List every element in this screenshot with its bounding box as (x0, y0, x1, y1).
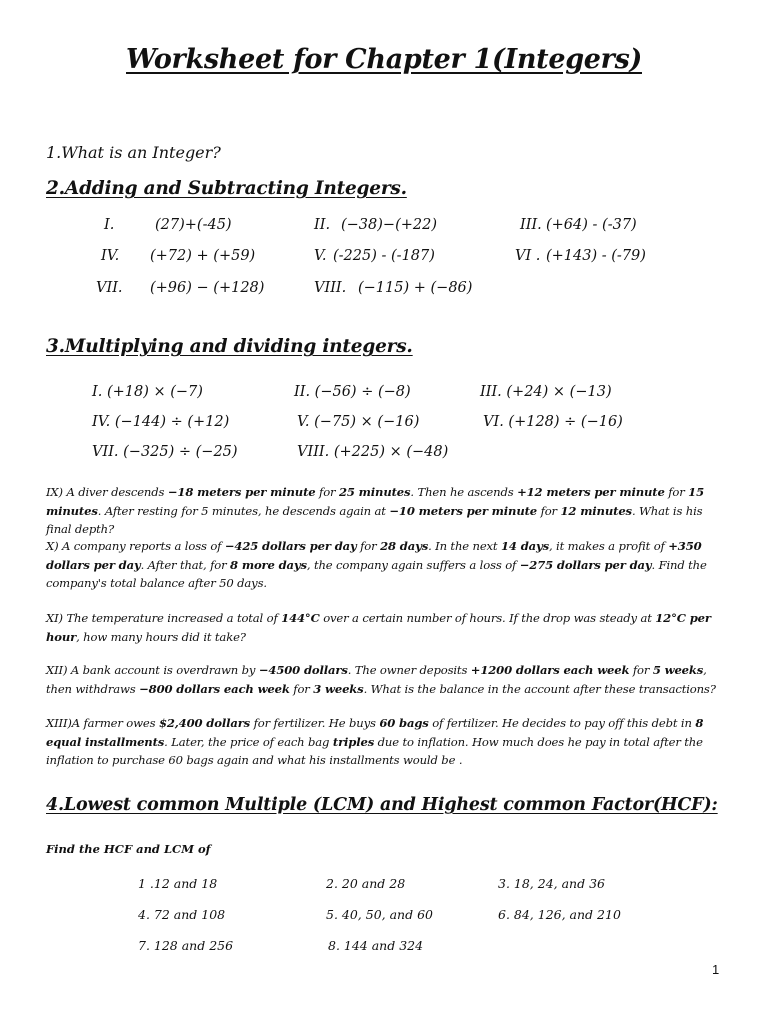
bold-text-run: +1200 dollars each week (470, 663, 630, 677)
text-run: . Later, the price of each bag (164, 734, 333, 749)
text-run: for (315, 485, 339, 499)
text-run: over a certain number of hours. If the drop was steady at (319, 611, 656, 625)
bold-text-run: $2,400 dollars (158, 716, 251, 730)
section-2-heading: 2.Adding and Subtracting Integers. (46, 178, 407, 199)
section-3-heading: 3.Multiplying and dividing integers. (46, 336, 413, 357)
problem-numeral: VII. (96, 280, 123, 296)
problem-item: 6. 84, 126, and 210 (498, 907, 621, 922)
text-run: XIII)A farmer owes (46, 716, 159, 730)
problem-expression: IV. (−144) ÷ (+12) (92, 414, 230, 430)
bold-text-run: 15 minutes (46, 485, 705, 518)
bold-text-run: 14 days (500, 539, 549, 553)
problem-expression: VII. (−325) ÷ (−25) (92, 444, 238, 460)
text-run: , the company again suffers a loss of (306, 557, 520, 572)
text-run: XII) A bank account is overdrawn by (46, 663, 259, 677)
word-problem-9 (46, 483, 720, 539)
text-run: for (537, 503, 561, 518)
word-problem-12 (46, 661, 720, 698)
bold-text-run: −4500 dollars (258, 663, 348, 677)
problem-numeral: VI . (515, 248, 541, 264)
problem-expression: V. (−75) × (−16) (297, 414, 420, 430)
bold-text-run: −425 dollars per day (224, 539, 357, 553)
bold-text-run: 5 weeks (652, 663, 704, 677)
problem-expression: (−38)−(+22) (341, 217, 437, 233)
text-run: . Find the company's total balance after 50 days. (46, 557, 707, 590)
page-number: 1 (712, 962, 720, 977)
text-run: , then withdraws (46, 663, 707, 696)
problem-item: 8. 144 and 324 (328, 938, 424, 953)
text-run: due to inflation. How much does he pay in total after the inflation to purchase 60 bags again and what his installments would be . (46, 734, 703, 767)
worksheet-title: Worksheet for Chapter 1(Integers) (126, 44, 642, 75)
word-problem-11 (46, 609, 720, 646)
text-run: . After resting for 5 minutes, he descends again at (97, 503, 390, 518)
word-problem-10 (46, 537, 720, 593)
bold-text-run: 8 equal installments (46, 716, 704, 749)
bold-text-run: −800 dollars each week (139, 681, 290, 696)
bold-text-run: 28 days (380, 539, 429, 553)
problem-item: 5. 40, 50, and 60 (326, 907, 433, 922)
bold-text-run: −18 meters per minute (167, 485, 316, 499)
bold-text-run: −10 meters per minute (389, 503, 538, 518)
text-run: . What is the balance in the account after these transactions? (363, 681, 716, 696)
bold-text-run: 12°C per hour (46, 611, 711, 644)
problem-item: 4. 72 and 108 (138, 907, 226, 922)
problem-expression: II. (−56) ÷ (−8) (294, 384, 411, 400)
text-run: IX) A diver descends (46, 485, 168, 499)
text-run: for (289, 681, 314, 696)
problem-numeral: V. (314, 248, 327, 264)
text-run: . What is his final depth? (46, 503, 703, 536)
bold-text-run: triples (332, 734, 375, 749)
bold-text-run: +350 dollars per day (46, 539, 702, 572)
text-run: , how many hours did it take? (76, 629, 246, 644)
text-run: . Then he ascends (410, 485, 518, 499)
text-run: for fertilizer. He buys (250, 716, 380, 730)
problem-expression: (+143) - (-79) (546, 248, 646, 264)
section-4-heading: 4.Lowest common Multiple (LCM) and Highest common Factor(HCF): (46, 795, 718, 815)
question-1: 1.What is an Integer? (46, 143, 221, 162)
problem-numeral: IV. (101, 248, 120, 264)
problem-expression: (−115) + (−86) (358, 280, 473, 296)
problem-expression: (+96) − (+128) (150, 280, 265, 296)
bold-text-run: −275 dollars per day (519, 557, 652, 572)
text-run: . In the next (428, 539, 501, 553)
text-run: for (356, 539, 381, 553)
problem-expression: I. (+18) × (−7) (92, 384, 203, 400)
problem-item: 1 .12 and 18 (138, 876, 218, 891)
text-run: . The owner deposits (347, 663, 471, 677)
bold-text-run: +12 meters per minute (517, 485, 665, 499)
problem-expression: (+72) + (+59) (150, 248, 256, 264)
problem-item: 3. 18, 24, and 36 (498, 876, 605, 891)
bold-text-run: 25 minutes (338, 485, 411, 499)
problem-numeral: I. (104, 217, 115, 233)
problem-expression: (-225) - (-187) (333, 248, 435, 264)
problem-item: 7. 128 and 256 (138, 938, 234, 953)
problem-expression: VI. (+128) ÷ (−16) (483, 414, 623, 430)
problem-expression: (27)+(-45) (155, 217, 232, 233)
text-run: . After that, for (140, 557, 231, 572)
bold-text-run: 144°C (281, 611, 320, 625)
bold-text-run: 3 weeks (313, 681, 364, 696)
problem-numeral: VIII. (314, 280, 347, 296)
text-run: of fertilizer. He decides to pay off this debt in (428, 716, 696, 730)
text-run: X) A company reports a loss of (46, 539, 225, 553)
text-run: for (664, 485, 689, 499)
problem-expression: (+64) - (-37) (546, 217, 637, 233)
problem-expression: III. (+24) × (−13) (480, 384, 612, 400)
bold-text-run: 60 bags (379, 716, 429, 730)
problem-numeral: II. (314, 217, 331, 233)
problem-expression: VIII. (+225) × (−48) (297, 444, 449, 460)
problem-numeral: III. (520, 217, 542, 233)
text-run: XI) The temperature increased a total of (46, 611, 282, 625)
word-problem-13 (46, 714, 720, 770)
bold-text-run: 8 more days (230, 557, 307, 572)
section-4-instruction: Find the HCF and LCM of (46, 842, 211, 856)
text-run: , it makes a profit of (548, 539, 669, 553)
text-run: for (629, 663, 653, 677)
problem-item: 2. 20 and 28 (326, 876, 406, 891)
bold-text-run: 12 minutes (560, 503, 632, 518)
